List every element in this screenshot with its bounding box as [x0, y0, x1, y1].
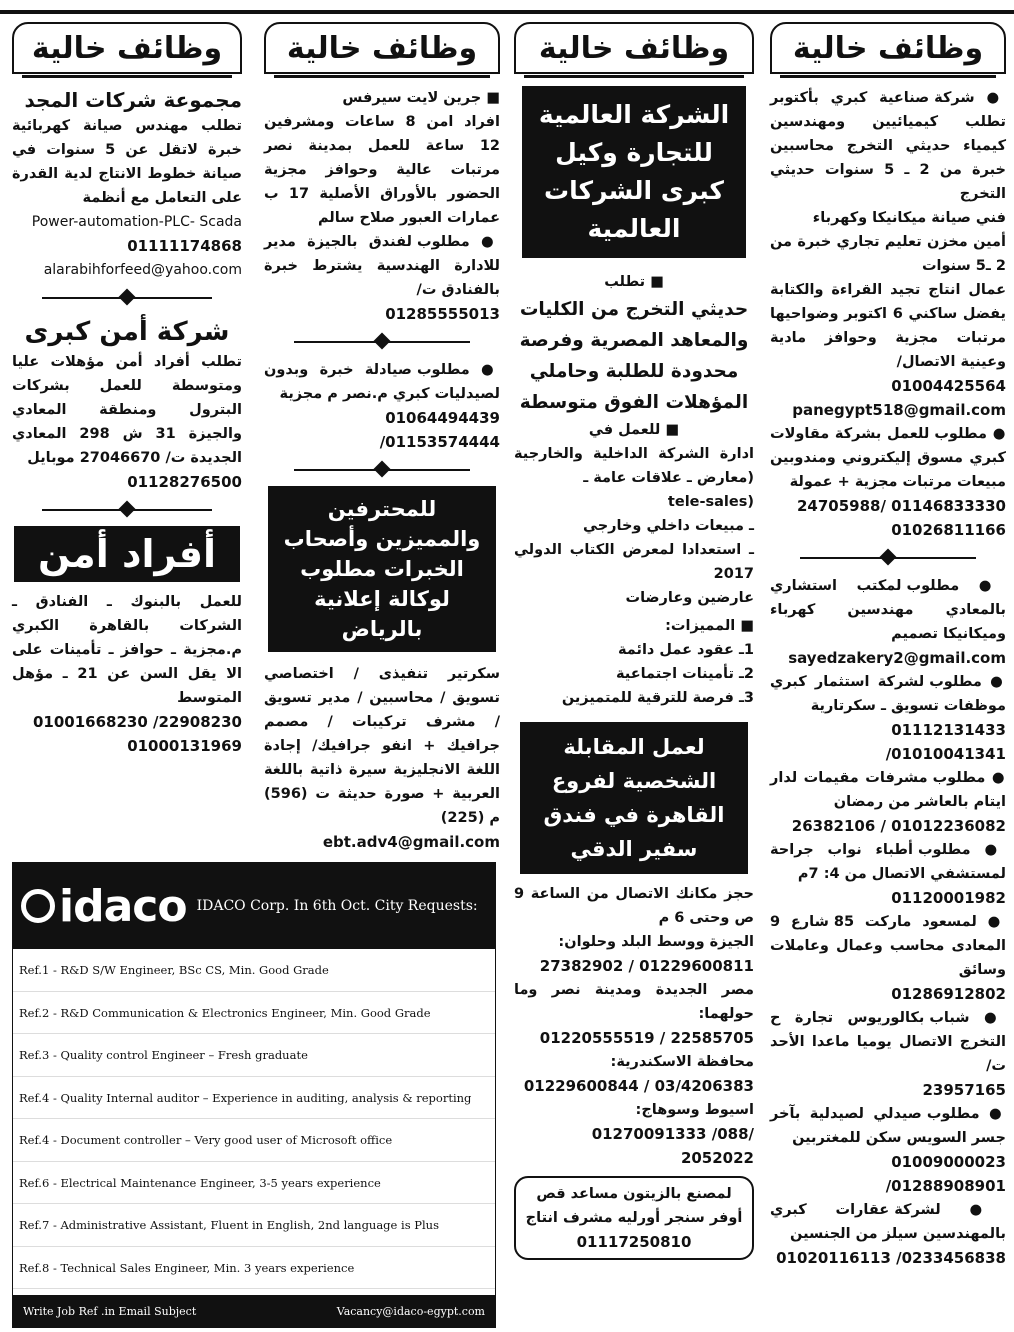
section-title: وظائف خالية — [286, 30, 478, 66]
divider — [264, 332, 500, 352]
ad-line: فني صيانة ميكانيكا وكهرباء — [812, 210, 1006, 226]
section-title: وظائف خالية — [792, 30, 984, 66]
ad-email: sayedzakery2@gmail.com — [788, 649, 1006, 667]
work-line: ـ مبيعات داخلي وخارجي — [583, 518, 754, 534]
region-name: الجيزة ووسط البلد وحلوان: — [558, 934, 754, 950]
agency-email: ebt.adv4@gmail.com — [322, 833, 500, 851]
ad-text: مطلوب لفندق بالجيزة مدير للادارة الهندسية يشترط خبرة بالفنادق ت/ — [264, 234, 500, 298]
job-ref: Ref.1 - R&D S/W Engineer, BSc CS, Min. Good Grade — [13, 949, 495, 992]
ad-phone: 01004425564 — [891, 377, 1006, 395]
factory-ad — [514, 1176, 754, 1260]
security-company-text: تطلب أفراد أمن مؤهلات عليا ومتوسطة للعمل بشركات البترول ومنطقة المعادي والجيزة 31 ش 298 المعادي الجديدة ت/ 27046670 موبايل — [12, 354, 242, 466]
ad-text: مطلوب للعمل بشركة مقاولات كبري مسوق إليكتروني ومندوبين مبيعات مرتبات مجزية + عمولة — [770, 426, 1006, 490]
feature: 2ـ تأمينات اجتماعية — [616, 666, 754, 682]
column-2 — [514, 22, 754, 1260]
request-label: ■ تطلب — [514, 270, 754, 294]
column-3 — [264, 22, 500, 854]
region-name: مصر الجديدة ومدينة نصر وما حولهما: — [514, 982, 754, 1022]
region-name: اسيوط وسوهاج: — [635, 1102, 754, 1118]
ad-phone: 24705988/ 01146833330 — [796, 497, 1006, 515]
section-title: وظائف خالية — [538, 30, 730, 66]
request-text: حديثي التخرج من الكليات والمعاهد المصرية وفرصة محدودة للطلبة وحاملي المؤهلات الفوق متوسطة — [519, 299, 749, 413]
security-guards-text: للعمل بالبنوك ـ الفنادق ـ الشركات بالقاهرة الكبري م.مجزية ـ حوافز ـ تأمينات على الا يقل السن عن 21 ـ مؤهل المتوسط — [12, 594, 242, 706]
majd-email: alarabihforfeed@yahoo.com — [43, 262, 242, 278]
hotel-ad — [264, 230, 500, 302]
greenlight-text: افراد امن 8 ساعات ومشرفين 12 ساعة للعمل بمدينة نصر مرتبات عالية وحوافز مجزية الحضور بالأوراق الأصلية 17 ب عمارات العبور صلاح سالم — [264, 114, 500, 226]
company-banner: الشركة العالمية للتجارة وكيل كبرى الشركات العالمية — [522, 86, 746, 258]
ad-text: شركة صناعية كبري بأكتوبر تطلب كيميائيين ومهندسين كيمياء حديثي التخرج محاسبين خبرة من 2 ـ 5 سنوات حديثي التخرج — [770, 90, 1006, 202]
ad-text: مطلوب لمكتب استشاري بالمعادي مهندسين كهرباء وميكانيكا تصميم — [770, 578, 1006, 642]
idaco-logo-text: idaco — [59, 880, 187, 932]
job-ref: Ref.7 - Administrative Assistant, Fluent in English, 2nd language is Plus — [13, 1204, 495, 1247]
ad-phone: 23957165 — [922, 1081, 1006, 1099]
security-company-title: شركة أمن كبرى — [24, 317, 230, 347]
divider — [12, 288, 242, 308]
work-line: عارضين وعارضات — [625, 590, 754, 606]
region-phone: 27382902 / 01229600811 — [539, 957, 754, 975]
work-line: ـ استعدادا لمعرض الكتاب الدولي 2017 — [514, 542, 754, 582]
security-guards-banner: أفراد أمن — [14, 526, 240, 582]
ad-line: أمين مخزن تعليم تجاري خبرة من 2 ـ5 سنوات — [770, 234, 1006, 274]
ad-market — [770, 910, 1006, 982]
interview-banner: لعمل المقابلة الشخصية لفروع القاهرة في فندق سفير الدقي — [520, 722, 748, 874]
job-ref: Ref.4 - Document controller – Very good user of Microsoft office — [13, 1119, 495, 1162]
job-ref: Ref.4 - Quality Internal auditor – Experience in auditing, analysis & reporting — [13, 1077, 495, 1120]
features-label: ■ المميزات: — [514, 614, 754, 638]
idaco-ad — [12, 862, 496, 1328]
agency-banner: للمحترفين والمميزين وأصحاب الخبرات مطلوب لوكالة إعلانية بالرياض — [268, 486, 496, 652]
section-header — [264, 22, 500, 74]
work-line: tele-sales) — [667, 494, 754, 510]
idaco-email: Vacancy@idaco-egypt.com — [336, 1304, 485, 1318]
ad-text: مطلوب صيادلة خبرة وبدون لصيدليات كبري م.نصر م مجزية — [264, 362, 500, 402]
pharmacist-ad — [264, 358, 500, 406]
factory-phone: 01117250810 — [576, 1233, 692, 1251]
majd-text: تطلب مهندس صيانة كهربائية خبرة لاتقل عن 5 سنوات في صيانة خطوط الانتاج لدية القدرة على التعامل مع أنظمة — [12, 118, 242, 206]
job-ref: Ref.3 - Quality control Engineer – Fresh graduate — [13, 1034, 495, 1077]
ad-realestate — [770, 1198, 1006, 1246]
section-title: وظائف خالية — [31, 30, 223, 66]
ad-phone: 26382106 / 01012236082 — [791, 817, 1006, 835]
ad-phone: 01120001982 — [891, 889, 1006, 907]
ad-phone: 01020116113 /0233456838 — [776, 1249, 1006, 1267]
region-name: محافظة الاسكندرية: — [610, 1054, 754, 1070]
job-ref: Ref.2 - R&D Communication & Electronics Engineer, Min. Good Grade — [13, 992, 495, 1035]
section-header — [770, 22, 1006, 74]
agency-text: سكرتير تنفيذى / اختصاصي تسويق / محاسبين / مدير تسويق / مشرف تركيبات / مصمم جرافيك + انفو جرافيك/ إجادة اللغة الانجليزية سيرة ذاتية باللغة العربية + صورة حديثة ت (596) م (225) — [264, 666, 500, 826]
ad-text: مطلوب أطباء نواب جراحة لمستشفي الاتصال من 4: 7م — [770, 842, 1006, 882]
security-guards-phone: 01001668230 /22908230 — [32, 713, 242, 731]
ad-graduates — [770, 1006, 1006, 1078]
idaco-logo — [21, 881, 187, 932]
idaco-subtitle: IDACO Corp. In 6th Oct. City Requests: — [196, 898, 478, 914]
majd-title: مجموعة شركات المجد — [24, 88, 242, 112]
idaco-footer — [13, 1295, 495, 1327]
ad-text: لشركة عقارات كبري بالمهندسين سيلز من الجنسين — [770, 1202, 1006, 1242]
work-label: ■ للعمل في — [514, 418, 754, 442]
column-1 — [770, 22, 1006, 1270]
divider — [12, 500, 242, 520]
idaco-header — [13, 863, 495, 949]
region-phone: 01220555519 / 22585705 — [539, 1029, 754, 1047]
region-phone: 01270091333 /088/ 2052022 — [591, 1125, 754, 1167]
ad-investment — [770, 670, 1006, 718]
ad-text: مطلوب صيدلي لصيدلية بآخر جسر السويس سكن للمغتربين — [770, 1106, 1006, 1146]
ad-text: لمسعود ماركت 85 شارع 9 المعادى محاسب وعمال وعاملات وسائق — [770, 914, 1006, 978]
feature: 3ـ فرصة للترقية للمتميزين — [561, 690, 754, 706]
ad-orphanage — [770, 766, 1006, 814]
ad-industrial-company — [770, 86, 1006, 206]
majd-phone: 01111174868 — [127, 237, 242, 255]
security-company-phone: 01128276500 — [127, 473, 242, 491]
ad-text: شباب بكالوريوس تجارة ح التخرج الاتصال يوميا ماعدا الأحد ت/ — [770, 1010, 1006, 1074]
ad-phone: 01112131433 /01010041341 — [885, 721, 1006, 763]
factory-text: لمصنع بالزيتون مساعد قص أوفر سنجر أورليه مشرف انتاج — [525, 1186, 743, 1226]
ad-email: panegypt518@gmail.com — [792, 401, 1006, 419]
security-guards-phone: 01000131969 — [127, 737, 242, 755]
ad-phone: 01026811166 — [891, 521, 1006, 539]
top-rule — [0, 0, 1014, 14]
ad-contracting — [770, 422, 1006, 494]
section-header — [514, 22, 754, 74]
booking-text: حجز مكانك الاتصال من الساعة 9 ص وحتى 6 م — [514, 886, 754, 926]
ad-text: مطلوب لشركة استثمار كبري موظفات تسويق ـ سكرتارية — [770, 674, 1006, 714]
ad-hospital — [770, 838, 1006, 886]
ad-line: عمال انتاج تجيد القراءة والكتابة يفضل ساكني 6 اكتوبر وضواحيها مرتبات مجزية وحوافز مادية وعينية الاتصال/ — [770, 282, 1006, 370]
hotel-phone: 01285555013 — [385, 305, 500, 323]
greenlight-head: ■ جرين لايت سيرفس — [264, 86, 500, 110]
feature: 1ـ عقود عمل دائمة — [617, 642, 754, 658]
divider — [770, 548, 1006, 568]
region-phone: 01229600844 / 03/4206383 — [523, 1077, 754, 1095]
idaco-footer-note: Write Job Ref .in Email Subject — [23, 1304, 197, 1318]
divider — [264, 460, 500, 480]
section-header — [12, 22, 242, 74]
ad-phone: 01009000023 /01288908901 — [885, 1153, 1006, 1195]
ad-pharmacy — [770, 1102, 1006, 1150]
ad-phone: 01286912802 — [891, 985, 1006, 1003]
column-4 — [12, 22, 242, 758]
ad-text: مطلوب مشرفات مقيمات لدار ايتام بالعاشر من رمضان — [770, 770, 1006, 810]
job-ref: Ref.8 - Technical Sales Engineer, Min. 3 years experience — [13, 1247, 495, 1290]
gear-icon — [21, 889, 55, 923]
ad-consulting — [770, 574, 1006, 646]
majd-tech: Power-automation-PLC- Scada — [31, 214, 242, 230]
pharmacist-phone: 01064494439 /01153574444 — [379, 409, 500, 451]
job-ref: Ref.6 - Electrical Maintenance Engineer, 3-5 years experience — [13, 1162, 495, 1205]
work-line: ادارة الشركة الداخلية والخارجية (معارض ـ علاقات عامة ـ — [514, 446, 754, 486]
